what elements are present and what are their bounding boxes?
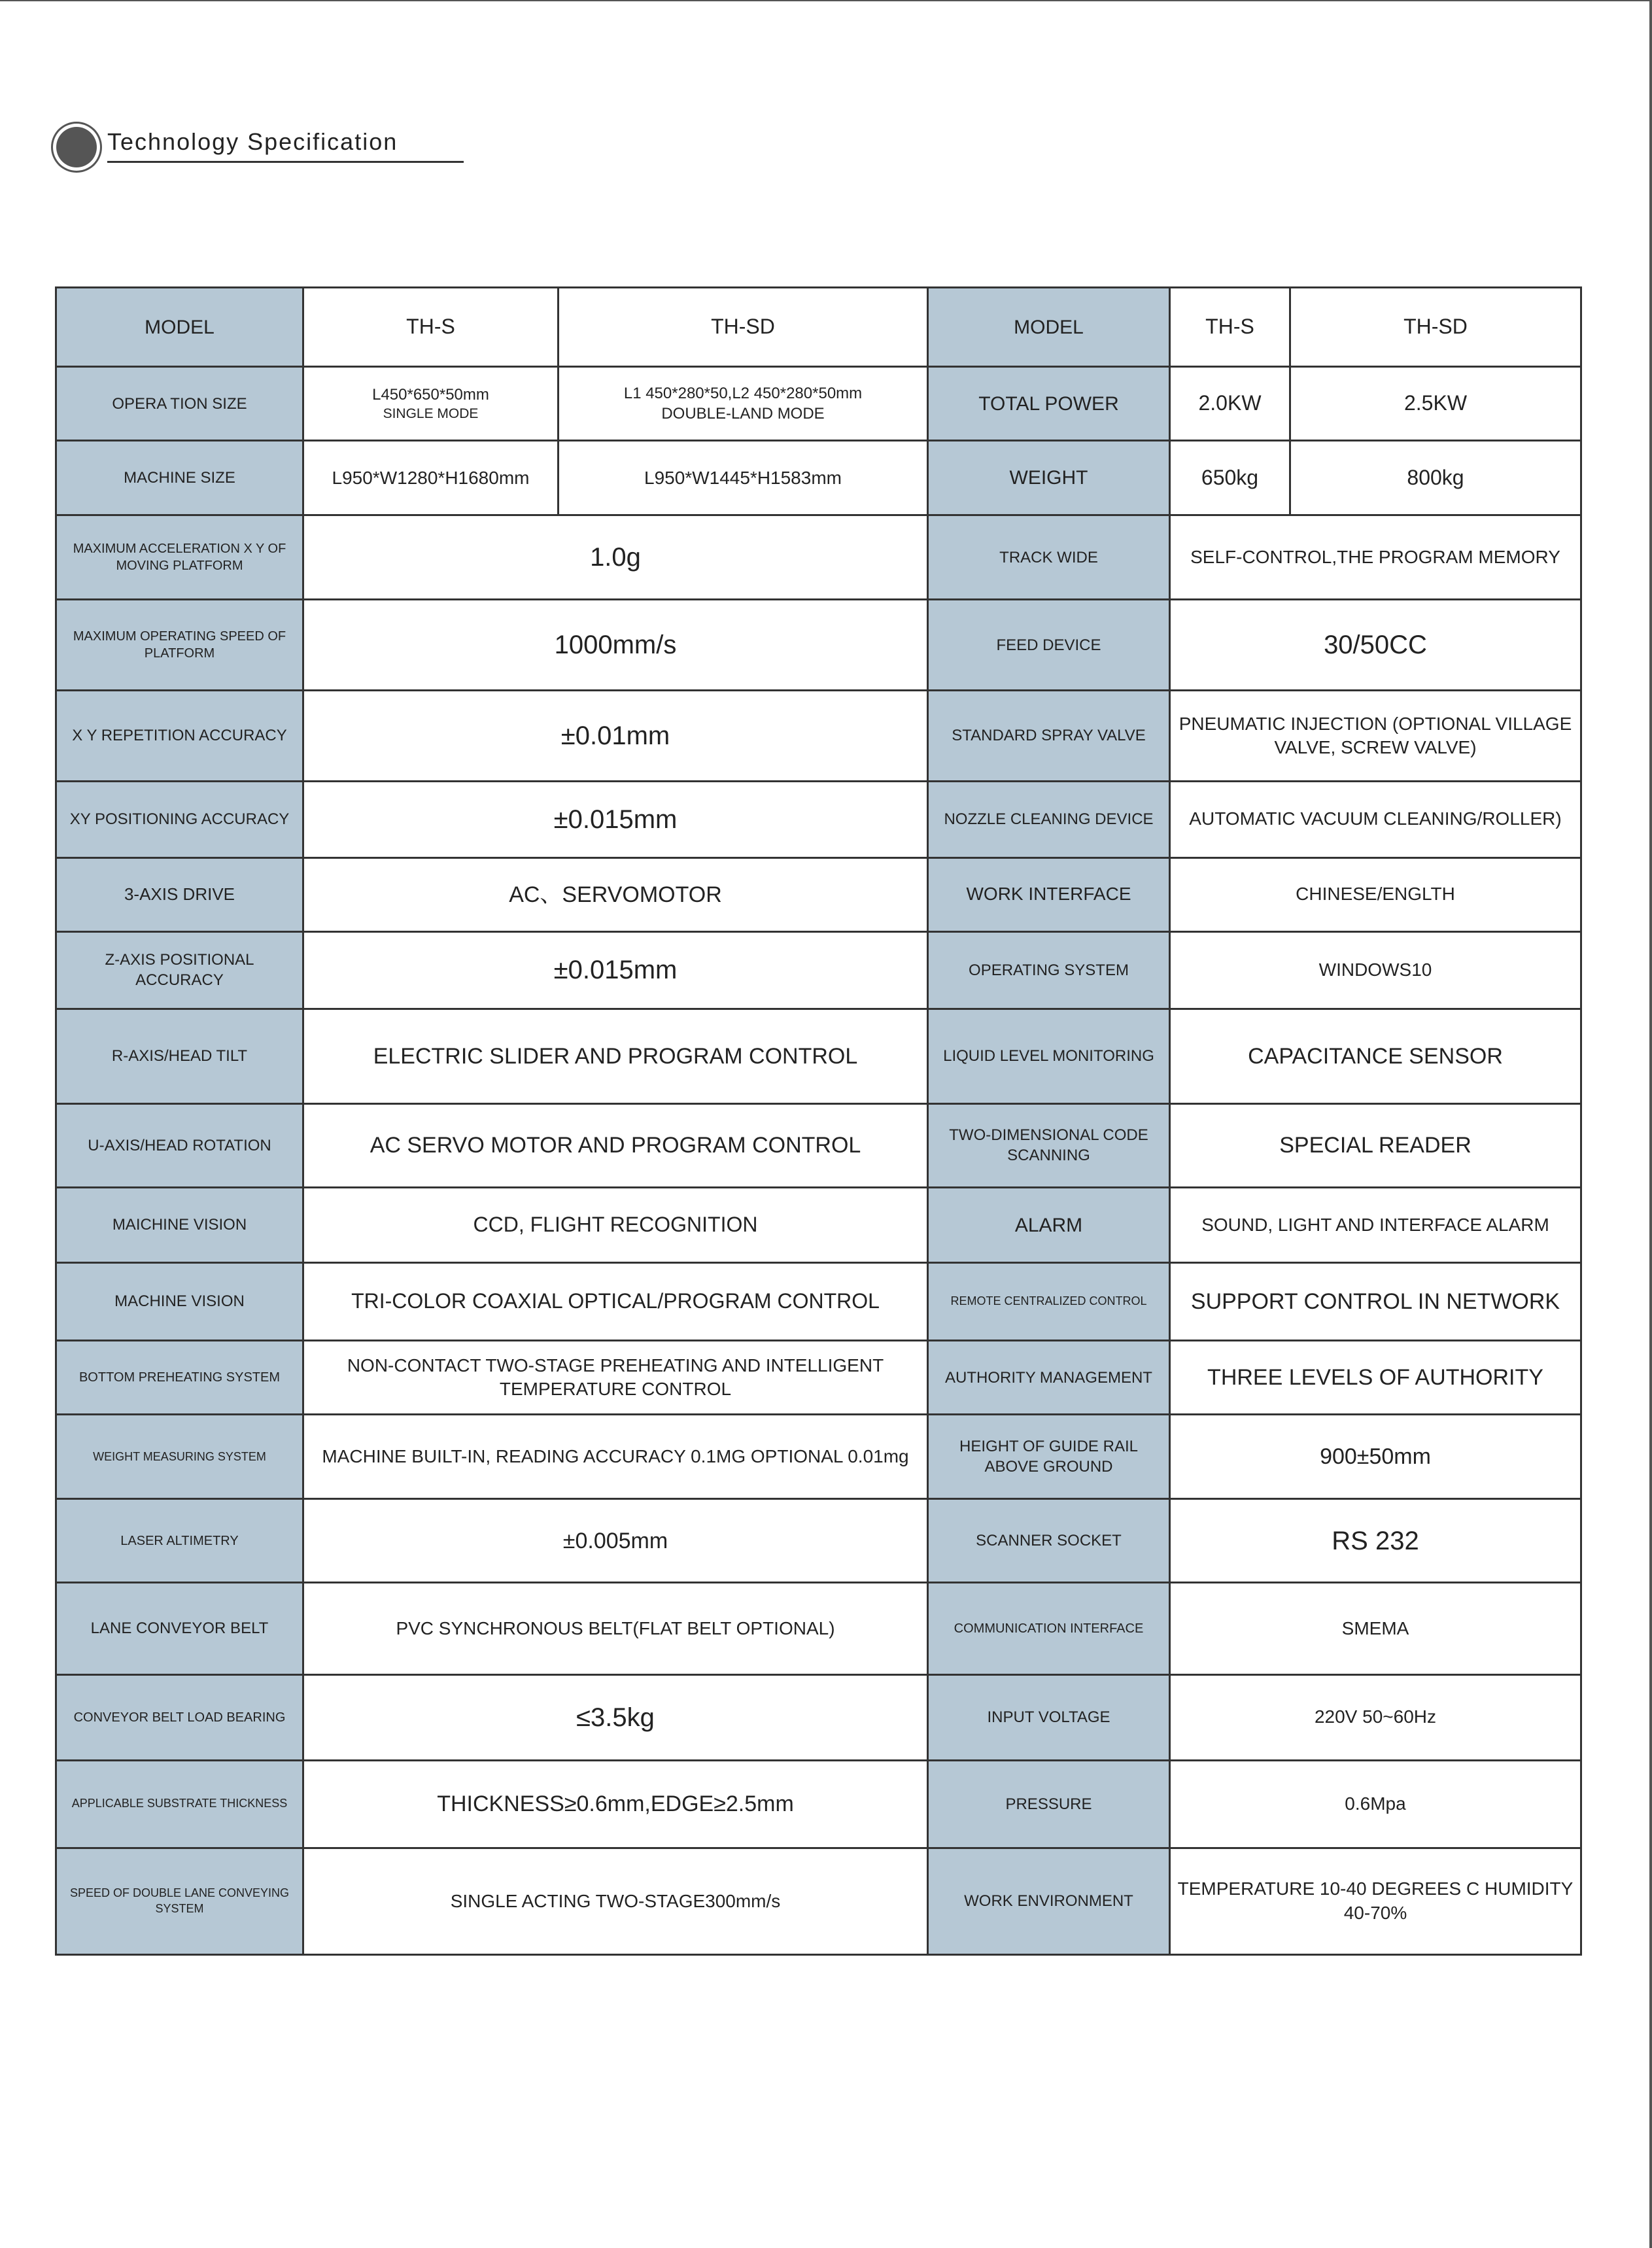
value-weight-th-sd: 800kg — [1290, 441, 1581, 515]
table-row — [56, 1674, 1581, 1760]
row-label-right: PRESSURE — [928, 1760, 1170, 1848]
row-value: AC、SERVOMOTOR — [303, 857, 928, 931]
table-row — [56, 1009, 1581, 1103]
table-row — [56, 931, 1581, 1009]
row-value-right: TEMPERATURE 10-40 DEGREES C HUMIDITY 40-70% — [1170, 1848, 1581, 1954]
table-row — [56, 1415, 1581, 1499]
table-row — [56, 1103, 1581, 1187]
row-value-right: 220V 50~60Hz — [1170, 1674, 1581, 1760]
row-label-right: COMMUNICATION INTERFACE — [928, 1583, 1170, 1674]
row-label-right: LIQUID LEVEL MONITORING — [928, 1009, 1170, 1103]
table-row — [56, 1499, 1581, 1583]
row-label-right: INPUT VOLTAGE — [928, 1674, 1170, 1760]
row-label-right: NOZZLE CLEANING DEVICE — [928, 781, 1170, 857]
row-value-right: RS 232 — [1170, 1499, 1581, 1583]
operation-size-th-s-line1: L450*650*50mm — [372, 385, 489, 404]
page-frame-right — [1649, 0, 1652, 2248]
table-row-header — [56, 288, 1581, 367]
header-model-right: MODEL — [928, 288, 1170, 367]
row-label: X Y REPETITION ACCURACY — [56, 691, 303, 781]
row-label-right: STANDARD SPRAY VALVE — [928, 691, 1170, 781]
row-label: MAXIMUM ACCELERATION X Y OF MOVING PLATFORM — [56, 515, 303, 600]
row-value: THICKNESS≥0.6mm,EDGE≥2.5mm — [303, 1760, 928, 1848]
row-label-right: WORK INTERFACE — [928, 857, 1170, 931]
label-weight: WEIGHT — [928, 441, 1170, 515]
row-value: ≤3.5kg — [303, 1674, 928, 1760]
value-weight-th-s: 650kg — [1170, 441, 1290, 515]
table-row — [56, 1341, 1581, 1415]
row-value-right: PNEUMATIC INJECTION (OPTIONAL VILLAGE VALVE, SCREW VALVE) — [1170, 691, 1581, 781]
row-value-right: 0.6Mpa — [1170, 1760, 1581, 1848]
table-row-machine-size — [56, 441, 1581, 515]
row-value-right: SPECIAL READER — [1170, 1103, 1581, 1187]
row-label: BOTTOM PREHEATING SYSTEM — [56, 1341, 303, 1415]
row-value: AC SERVO MOTOR AND PROGRAM CONTROL — [303, 1103, 928, 1187]
row-label: WEIGHT MEASURING SYSTEM — [56, 1415, 303, 1499]
row-label: 3-AXIS DRIVE — [56, 857, 303, 931]
row-value: ±0.01mm — [303, 691, 928, 781]
row-value: PVC SYNCHRONOUS BELT(FLAT BELT OPTIONAL) — [303, 1583, 928, 1674]
row-value: SINGLE ACTING TWO-STAGE300mm/s — [303, 1848, 928, 1954]
row-label: LANE CONVEYOR BELT — [56, 1583, 303, 1674]
header-model: MODEL — [56, 288, 303, 367]
heading-underline — [107, 161, 464, 163]
label-machine-size: MACHINE SIZE — [56, 441, 303, 515]
row-value-right: THREE LEVELS OF AUTHORITY — [1170, 1341, 1581, 1415]
row-value-right: SMEMA — [1170, 1583, 1581, 1674]
row-value: ±0.015mm — [303, 781, 928, 857]
header-th-sd-right: TH-SD — [1290, 288, 1581, 367]
row-value: 1000mm/s — [303, 600, 928, 691]
row-value: ±0.005mm — [303, 1499, 928, 1583]
table-row-operation-size — [56, 367, 1581, 441]
row-value: TRI-COLOR COAXIAL OPTICAL/PROGRAM CONTROL — [303, 1263, 928, 1341]
row-label-right: FEED DEVICE — [928, 600, 1170, 691]
row-value-right: 900±50mm — [1170, 1415, 1581, 1499]
table-row — [56, 515, 1581, 600]
label-operation-size: OPERA TION SIZE — [56, 367, 303, 441]
row-value-right: CHINESE/ENGLTH — [1170, 857, 1581, 931]
table-row — [56, 1187, 1581, 1262]
row-label-right: WORK ENVIRONMENT — [928, 1848, 1170, 1954]
row-value-right: SELF-CONTROL,THE PROGRAM MEMORY — [1170, 515, 1581, 600]
table-row — [56, 600, 1581, 691]
row-value: NON-CONTACT TWO-STAGE PREHEATING AND INTELLIGENT TEMPERATURE CONTROL — [303, 1341, 928, 1415]
row-label: Z-AXIS POSITIONAL ACCURACY — [56, 931, 303, 1009]
table-row — [56, 691, 1581, 781]
header-th-s: TH-S — [303, 288, 559, 367]
row-label: APPLICABLE SUBSTRATE THICKNESS — [56, 1760, 303, 1848]
table-row — [56, 857, 1581, 931]
value-operation-size-th-s — [303, 367, 559, 441]
row-label-right: AUTHORITY MANAGEMENT — [928, 1341, 1170, 1415]
row-value-right: WINDOWS10 — [1170, 931, 1581, 1009]
row-value: MACHINE BUILT-IN, READING ACCURACY 0.1MG OPTIONAL 0.01mg — [303, 1415, 928, 1499]
table-row — [56, 1263, 1581, 1341]
value-total-power-th-s: 2.0KW — [1170, 367, 1290, 441]
table-row — [56, 781, 1581, 857]
header-th-sd: TH-SD — [559, 288, 928, 367]
row-value-right: CAPACITANCE SENSOR — [1170, 1009, 1581, 1103]
value-machine-size-th-sd: L950*W1445*H1583mm — [559, 441, 928, 515]
row-value-right: SUPPORT CONTROL IN NETWORK — [1170, 1263, 1581, 1341]
row-label: MAXIMUM OPERATING SPEED OF PLATFORM — [56, 600, 303, 691]
row-label: CONVEYOR BELT LOAD BEARING — [56, 1674, 303, 1760]
row-label: MAICHINE VISION — [56, 1187, 303, 1262]
row-label: XY POSITIONING ACCURACY — [56, 781, 303, 857]
row-label-right: OPERATING SYSTEM — [928, 931, 1170, 1009]
row-label: U-AXIS/HEAD ROTATION — [56, 1103, 303, 1187]
section-title: Technology Specification — [107, 128, 398, 155]
bullet-circle-icon — [56, 127, 97, 167]
row-value: ELECTRIC SLIDER AND PROGRAM CONTROL — [303, 1009, 928, 1103]
row-label-right: TRACK WIDE — [928, 515, 1170, 600]
operation-size-th-sd-line2: DOUBLE-LAND MODE — [661, 405, 825, 423]
table-row — [56, 1760, 1581, 1848]
value-operation-size-th-sd — [559, 367, 928, 441]
row-label: MACHINE VISION — [56, 1263, 303, 1341]
row-label-right: REMOTE CENTRALIZED CONTROL — [928, 1263, 1170, 1341]
row-label-right: TWO-DIMENSIONAL CODE SCANNING — [928, 1103, 1170, 1187]
table-row — [56, 1848, 1581, 1954]
row-value: 1.0g — [303, 515, 928, 600]
page-frame-top — [0, 0, 1652, 1]
row-value: CCD, FLIGHT RECOGNITION — [303, 1187, 928, 1262]
row-label-right: HEIGHT OF GUIDE RAIL ABOVE GROUND — [928, 1415, 1170, 1499]
spec-table — [55, 286, 1582, 1956]
row-value-right: SOUND, LIGHT AND INTERFACE ALARM — [1170, 1187, 1581, 1262]
row-value: ±0.015mm — [303, 931, 928, 1009]
row-label-right: SCANNER SOCKET — [928, 1499, 1170, 1583]
value-machine-size-th-s: L950*W1280*H1680mm — [303, 441, 559, 515]
row-value-right: 30/50CC — [1170, 600, 1581, 691]
operation-size-th-sd-line1: L1 450*280*50,L2 450*280*50mm — [623, 384, 863, 402]
table-row — [56, 1583, 1581, 1674]
row-label: LASER ALTIMETRY — [56, 1499, 303, 1583]
header-th-s-right: TH-S — [1170, 288, 1290, 367]
row-value-right: AUTOMATIC VACUUM CLEANING/ROLLER) — [1170, 781, 1581, 857]
operation-size-th-s-line2: SINGLE MODE — [383, 406, 479, 422]
row-label: R-AXIS/HEAD TILT — [56, 1009, 303, 1103]
label-total-power: TOTAL POWER — [928, 367, 1170, 441]
row-label: SPEED OF DOUBLE LANE CONVEYING SYSTEM — [56, 1848, 303, 1954]
value-total-power-th-sd: 2.5KW — [1290, 367, 1581, 441]
row-label-right: ALARM — [928, 1187, 1170, 1262]
